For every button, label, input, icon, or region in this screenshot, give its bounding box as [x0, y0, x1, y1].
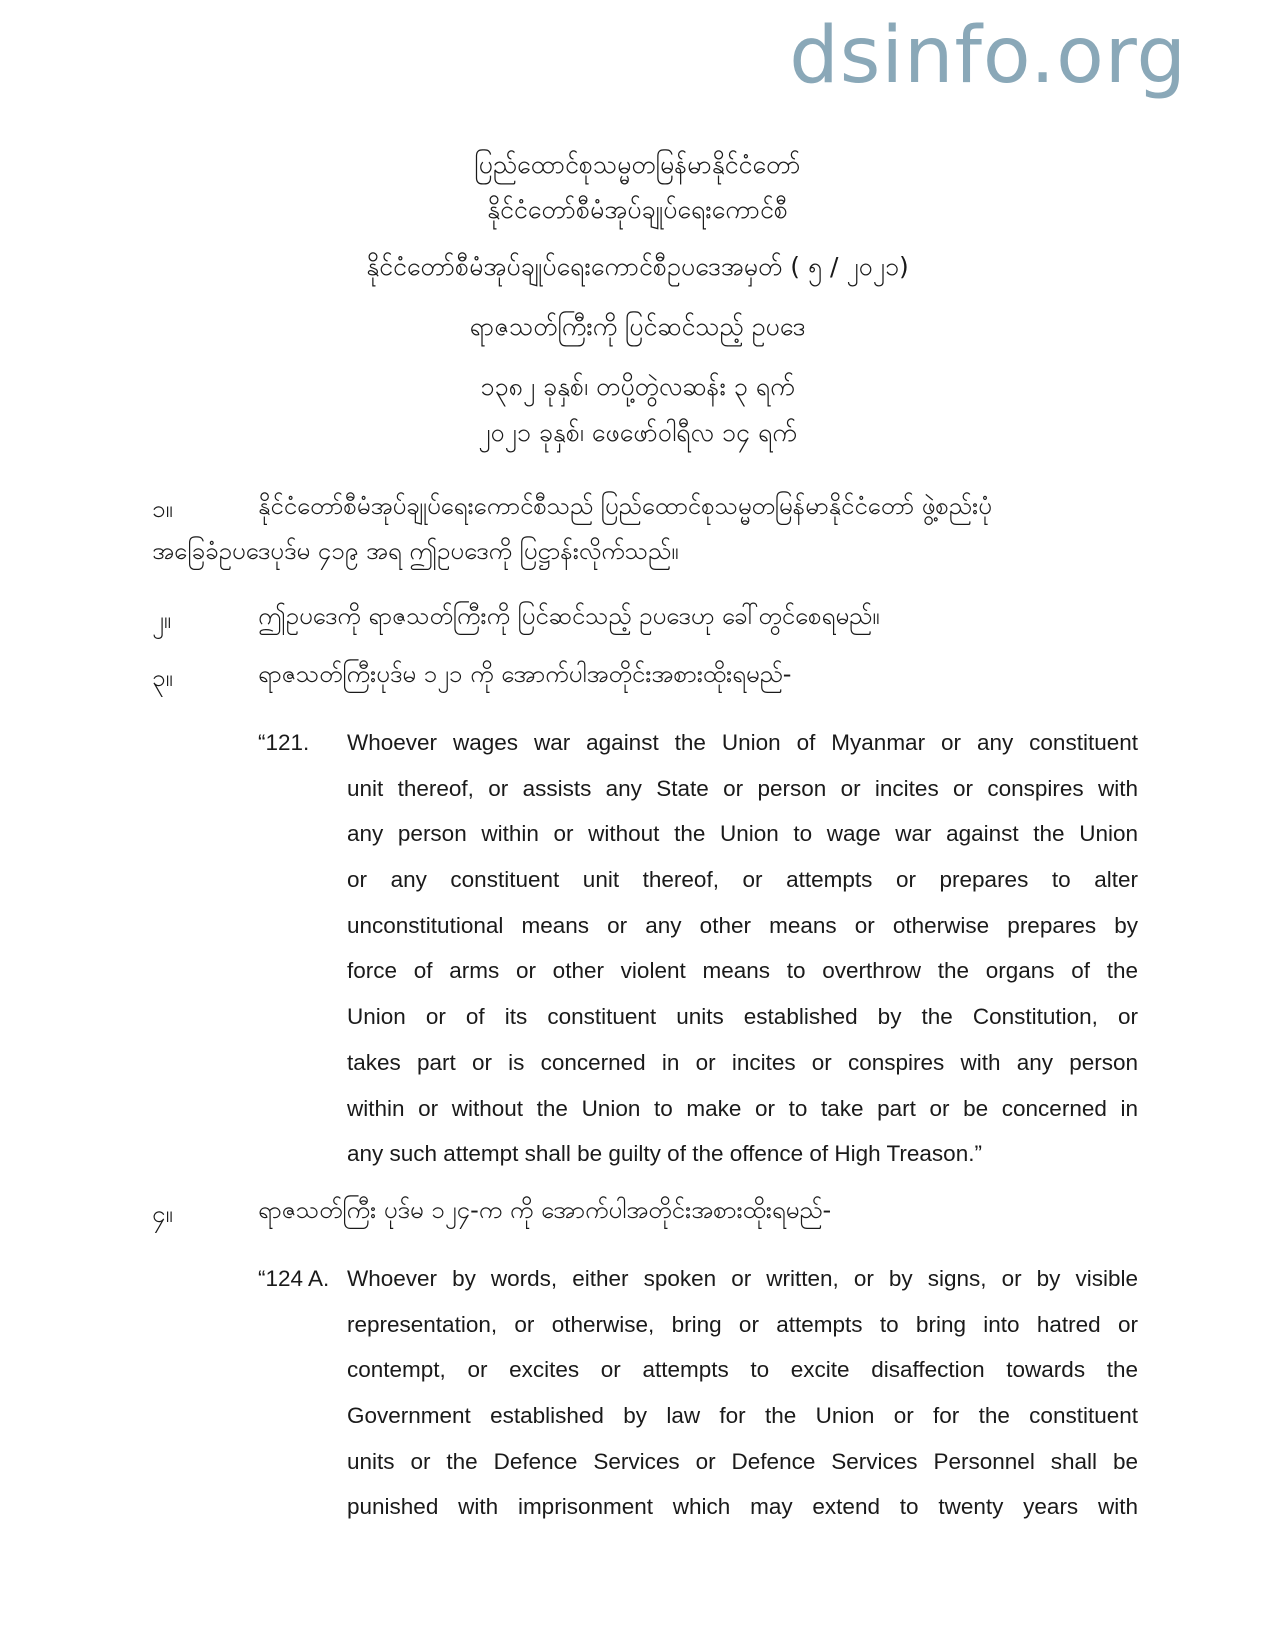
section-124a-label: “124 A. [258, 1266, 330, 1291]
header-council: နိုင်ငံတော်စီမံအုပ်ချုပ်ရေးကောင်စီ [487, 195, 788, 224]
header-law-number: နိုင်ငံတော်စီမံအုပ်ချုပ်ရေးကောင်စီဥပဒေအမှတ် ( ၅ / ၂၀၂၁) [366, 252, 909, 281]
section-121-text [347, 720, 1138, 1177]
watermark: dsinfo.org [789, 11, 1187, 101]
text-line: Whoever by words, either spoken or written, or by signs, or by visible [347, 1266, 1138, 1291]
text-line: any person within or without the Union to wage war against the Union [347, 821, 1138, 847]
text-line: any such attempt shall be guilty of the offence of High Treason.” [347, 1141, 982, 1167]
text-line: unit thereof, or assists any State or person or incites or conspires with [347, 775, 1138, 801]
text-line: or any constituent unit thereof, or attempts or prepares to alter [347, 867, 1138, 893]
paragraph-text: ရာဇသတ်ကြီးပုဒ်မ ၁၂၁ ကို အောက်ပါအတိုင်းအစားထိုးရမည်- [258, 660, 792, 688]
paragraph-number: ၄။ [152, 1200, 173, 1228]
paragraph-number: ၁။ [152, 495, 173, 523]
section-121-label: “121. [258, 730, 310, 755]
text-line: contempt, or excites or attempts to excite disaffection towards the [347, 1357, 1138, 1383]
text-line: Whoever wages war against the Union of Myanmar or any constituent [347, 730, 1138, 755]
text-line: within or without the Union to make or to take part or be concerned in [347, 1095, 1138, 1121]
header-law-title: ရာဇသတ်ကြီးကို ပြင်ဆင်သည့် ဥပဒေ [469, 312, 806, 341]
paragraph-text: အခြေခံဥပဒေပုဒ်မ ၄၁၉ အရ ဤဥပဒေကို ပြဋ္ဌာန်းလိုက်သည်။ [152, 537, 679, 565]
header-date-myanmar: ၁၃၈၂ ခုနှစ်၊ တပို့တွဲလဆန်း ၃ ရက် [480, 372, 795, 401]
text-line: representation, or otherwise, bring or attempts to bring into hatred or [347, 1311, 1138, 1337]
text-line: unconstitutional means or any other means or otherwise prepares by [347, 912, 1138, 938]
header-date-gregorian: ၂၀၂၁ ခုနှစ်၊ ဖေဖော်ဝါရီလ ၁၄ ရက် [478, 418, 797, 447]
text-line: takes part or is concerned in or incites or conspires with any person [347, 1049, 1138, 1075]
text-line: Union or of its constituent units established by the Constitution, or [347, 1004, 1138, 1030]
text-line: force of arms or other violent means to overthrow the organs of the [347, 958, 1138, 984]
header-country: ပြည်ထောင်စုသမ္မတမြန်မာနိုင်ငံတော် [474, 150, 801, 179]
section-124a-text [347, 1256, 1138, 1530]
paragraph-text: ဤဥပဒေကို ရာဇသတ်ကြီးကို ပြင်ဆင်သည့် ဥပဒေဟု ခေါ်တွင်စေရမည်။ [258, 602, 880, 630]
text-line: units or the Defence Services or Defence Services Personnel shall be [347, 1448, 1138, 1474]
paragraph-number: ၂။ [152, 606, 172, 634]
text-line: punished with imprisonment which may extend to twenty years with [347, 1494, 1138, 1520]
paragraph-text: နိုင်ငံတော်စီမံအုပ်ချုပ်ရေးကောင်စီသည် ပြည်ထောင်စုသမ္မတမြန်မာနိုင်ငံတော် ဖွဲ့စည်းပုံ [258, 492, 992, 520]
paragraph-text: ရာဇသတ်ကြီး ပုဒ်မ ၁၂၄-က ကို အောက်ပါအတိုင်းအစားထိုးရမည်- [258, 1196, 832, 1224]
text-line: Government established by law for the Union or for the constituent [347, 1403, 1138, 1429]
paragraph-number: ၃။ [152, 664, 173, 692]
